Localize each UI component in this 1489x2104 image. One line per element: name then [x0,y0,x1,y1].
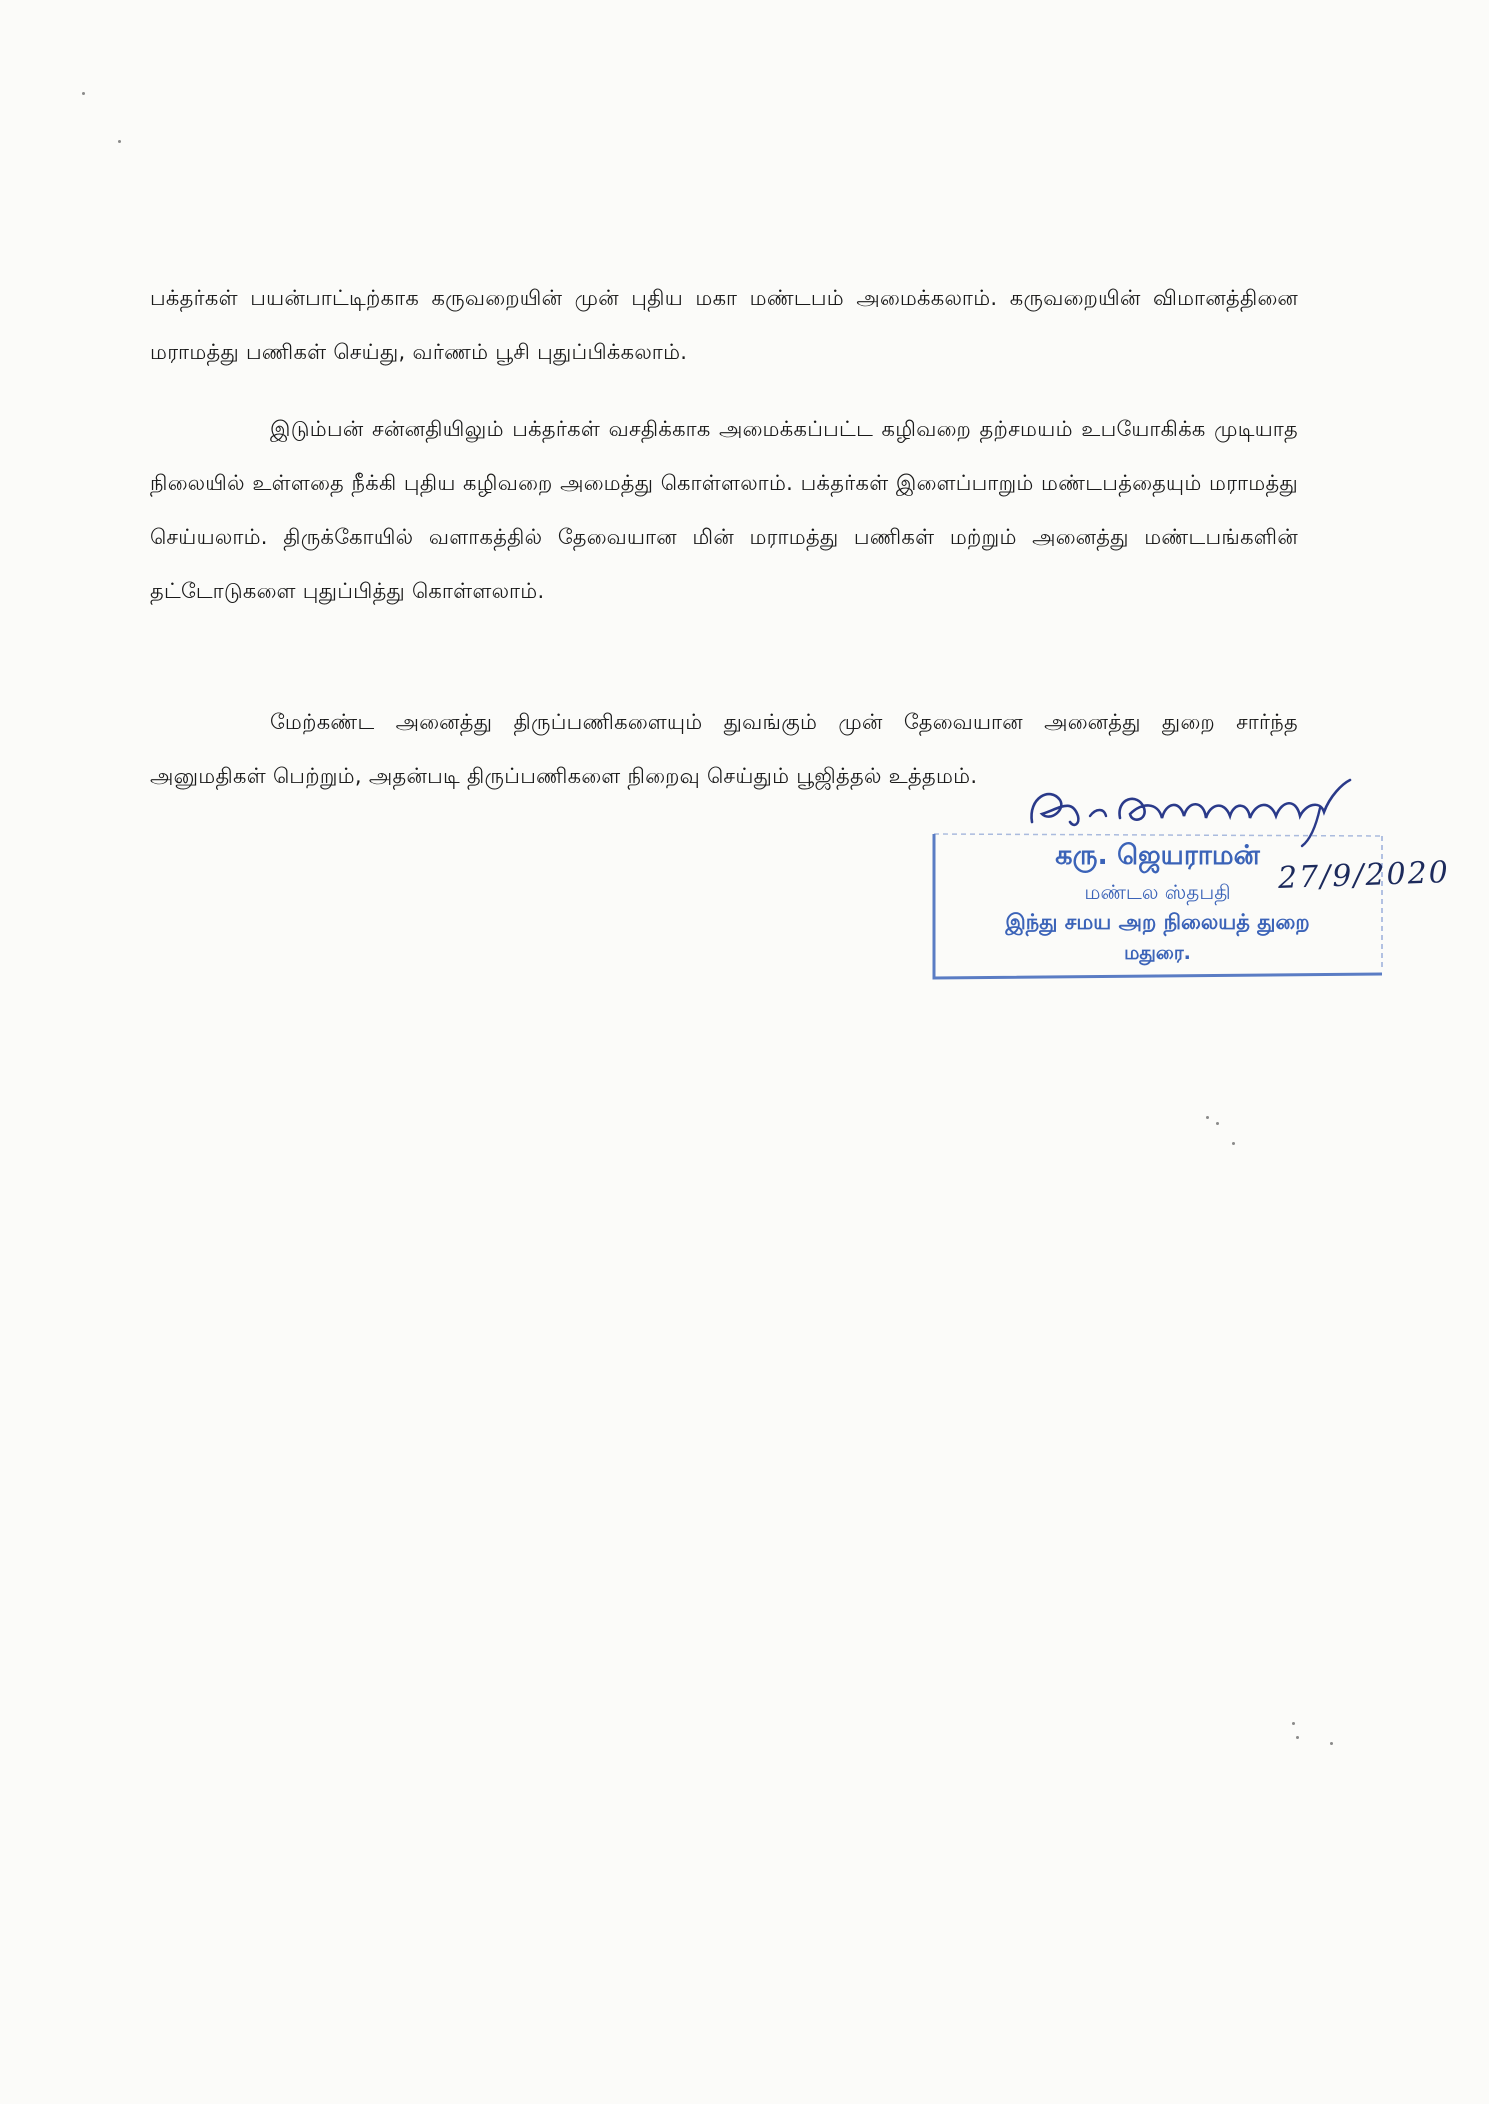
paper-speck [1206,1116,1209,1119]
paragraph-2: இடும்பன் சன்னதியிலும் பக்தர்கள் வசதிக்காக அமைக்கப்பட்ட கழிவறை தற்சமயம் உபயோகிக்க முடியாத நிலையில் உள்ளதை நீக்கி புதிய கழிவறை அமைத்து கொள்ளலாம். பக்தர்கள் இளைப்பாறும் மண்டபத்தையும் மராமத்து செய்யலாம். திருக்கோயில் வளாகத்தில் தேவையான மின் மராமத்து பணிகள் மற்றும் அனைத்து மண்டபங்களின் தட்டோடுகளை புதுப்பித்து கொள்ளலாம். [150,417,1298,603]
paper-speck [1330,1742,1333,1745]
paragraph-1: பக்தர்கள் பயன்பாட்டிற்காக கருவறையின் முன் புதிய மகா மண்டபம் அமைக்கலாம். கருவறையின் விமானத்தினை மராமத்து பணிகள் செய்து, வர்ணம் பூசி புதுப்பிக்கலாம். [150,286,1298,364]
paragraph-3: மேற்கண்ட அனைத்து திருப்பணிகளையும் துவங்கும் முன் தேவையான அனைத்து துறை சார்ந்த அனுமதிகள் பெற்றும், அதன்படி திருப்பணிகளை நிறைவு செய்தும் பூஜித்தல் உத்தமம். [150,710,1298,788]
stamp-city: மதுரை. [1124,942,1191,964]
paper-speck [1296,1736,1299,1739]
signature-icon [1020,778,1360,848]
stamp-title: மண்டல ஸ்தபதி [1084,880,1231,904]
paper-speck [1216,1122,1219,1125]
paper-speck [1232,1142,1235,1145]
stamp-name: கரு. ஜெயராமன் [1055,840,1260,871]
paper-speck [1292,1722,1295,1725]
paper-speck [118,140,121,143]
official-stamp [930,830,1385,980]
stamp-department: இந்து சமய அற நிலையத் துறை [1005,910,1310,934]
paper-speck [82,92,85,95]
handwritten-date: 27/9/2020 [1277,855,1451,896]
